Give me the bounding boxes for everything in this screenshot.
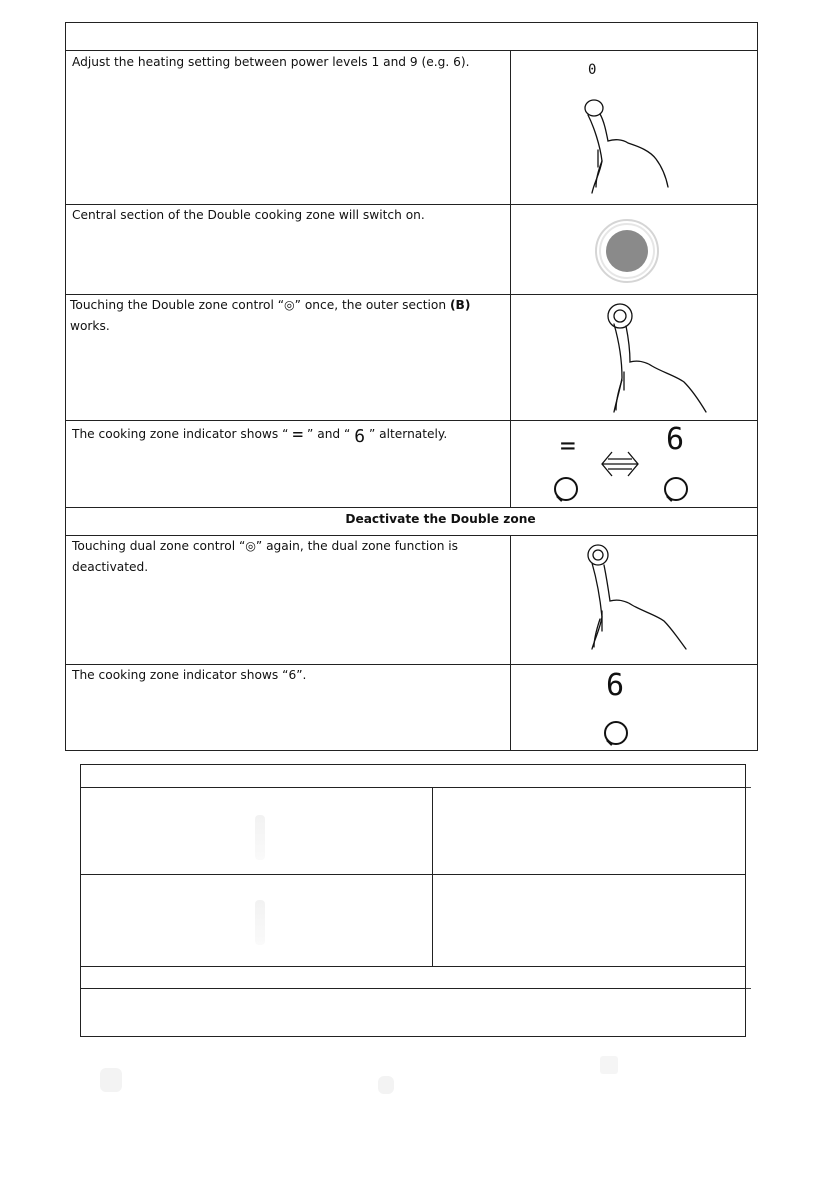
row-4-text-part: The cooking zone indicator shows “: [72, 427, 293, 441]
row-1-text: Adjust the heating setting between power levels 1 and 9 (e.g. 6).: [72, 55, 470, 69]
row-6-text-part: Touching dual zone control “◎” again, the dual zone function is: [72, 539, 459, 553]
edge-tick: [746, 988, 751, 989]
row-6-text-part: deactivated.: [72, 560, 149, 574]
cooking-zone-ring-icon: [594, 218, 660, 284]
inline-display-symbol: =: [292, 424, 304, 445]
edge-tick: [746, 787, 751, 788]
row-4-text-part: ” and “: [303, 427, 355, 441]
row-4-text: [72, 424, 508, 447]
row-divider: [80, 988, 746, 989]
row-3-text: [70, 295, 510, 337]
row-1-display: 0: [588, 62, 597, 78]
column-divider: [432, 787, 433, 966]
faint-mark: [100, 1068, 122, 1092]
hand-pointing-icon: [570, 95, 680, 200]
section-heading: Deactivate the Double zone: [345, 512, 536, 526]
zone-knob-icon: [603, 720, 629, 748]
hand-pressing-double-zone-icon: [580, 543, 696, 655]
row-3-text-part: works.: [70, 319, 110, 333]
hand-pressing-double-zone-icon: [600, 302, 716, 414]
row-3-bold-label: (B): [449, 298, 471, 312]
row-divider: [65, 420, 758, 421]
display-right-symbol: 6: [666, 422, 685, 457]
column-divider: [510, 535, 511, 751]
table-header-row: [65, 22, 758, 51]
row-7-display: 6: [606, 668, 625, 703]
row-divider: [80, 874, 746, 875]
inline-display-symbol: 6: [354, 426, 366, 447]
row-2-text: Central section of the Double cooking zone will switch on.: [72, 208, 425, 222]
zone-knob-left-icon: [553, 476, 579, 504]
double-arrow-icon: [600, 450, 640, 478]
faint-mark: [600, 1056, 618, 1074]
row-7-text: The cooking zone indicator shows “6”.: [72, 668, 307, 682]
row-6-text: [72, 536, 508, 578]
table-outer-border: [80, 764, 746, 1037]
row-4-text-part: ” alternately.: [365, 427, 448, 441]
display-left-symbol: =: [560, 431, 576, 461]
row-divider: [65, 507, 758, 508]
faint-mark: [378, 1076, 394, 1094]
row-3-text-part: Touching the Double zone control “◎” once, the outer section: [70, 298, 450, 312]
faint-mark: [255, 815, 265, 860]
faint-mark: [255, 900, 265, 945]
table-header-row: [80, 764, 746, 788]
column-divider: [510, 51, 511, 507]
zone-knob-right-icon: [663, 476, 689, 504]
row-divider: [80, 966, 746, 967]
row-divider: [80, 787, 746, 788]
